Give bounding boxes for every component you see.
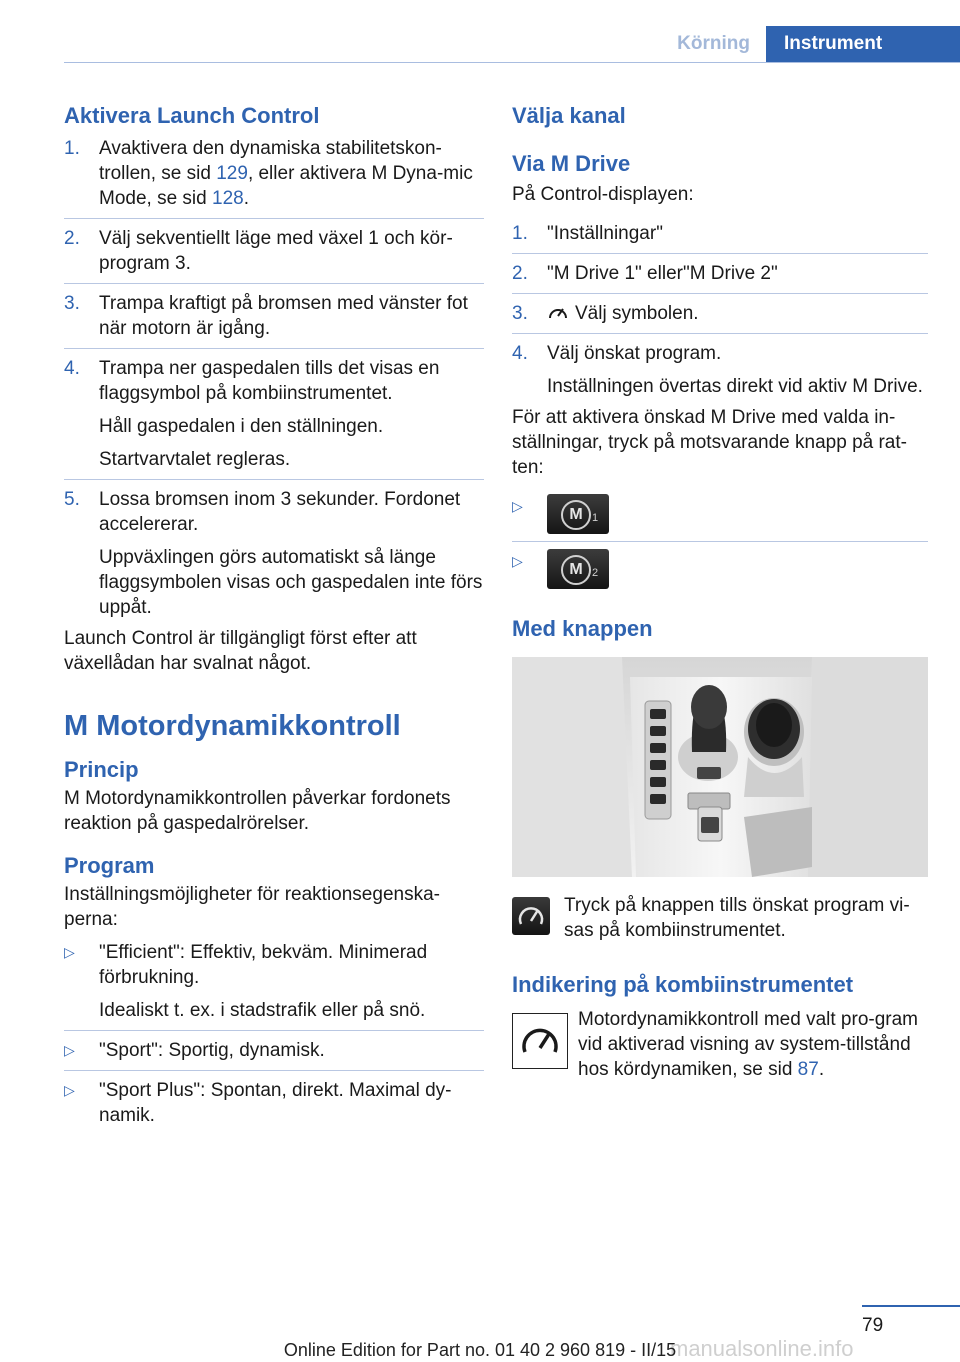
via-m-drive-heading: Via M Drive — [512, 151, 631, 176]
valja-kanal-heading: Välja kanal — [512, 103, 626, 128]
launch-note: Launch Control är tillgängligt först efter att växellådan har svalnat något. — [64, 628, 417, 674]
list-item: 4. Trampa ner gaspedalen tills det visas en flaggsymbol på kombiinstrumentet. Håll gaspedalen i den ställningen. Startvarvtalet regleras. — [64, 358, 440, 470]
list-item — [512, 549, 928, 589]
speedometer-icon — [512, 1013, 568, 1069]
triangle-right-icon: ▷ — [64, 1082, 75, 1098]
triangle-right-icon: ▷ — [512, 498, 523, 514]
indikering-heading: Indikering på kombiinstrumentet — [512, 972, 854, 997]
indikering-row — [512, 1007, 928, 1083]
knappen-row — [512, 893, 928, 943]
left-column — [64, 100, 484, 1128]
list-item: ▷ "Sport": Sportig, dynamisk. — [64, 1040, 325, 1061]
page-link-128[interactable]: 128 — [212, 188, 244, 209]
chapter-tabs — [661, 26, 960, 62]
triangle-right-icon: ▷ — [64, 944, 75, 960]
speedometer-icon — [547, 302, 569, 322]
page-link-87[interactable]: 87 — [797, 1059, 819, 1080]
m2-steering-button: M 2 — [547, 549, 609, 589]
divider — [64, 283, 484, 284]
list-item: ▷ "Sport Plus": Spontan, direkt. Maximal dy-namik. — [64, 1080, 452, 1126]
console-illustration — [512, 657, 928, 877]
control-display-text: På Control-displayen: — [512, 184, 694, 205]
driving-dynamics-button-icon — [512, 897, 550, 935]
list-item: 5. Lossa bromsen inom 3 sekunder. Fordonet accelererar. Uppväxlingen görs automatiskt så länge flaggsymbolen visas och gaspedalen inte förs uppåt. — [64, 489, 483, 618]
divider — [64, 218, 484, 219]
m-motordynamik-heading: M Motordynamikkontroll — [64, 710, 401, 742]
m-drive-icon: M — [561, 500, 591, 530]
indikering-text: Motordynamikkontroll med valt pro-gram vid aktiverad visning av system-tillstånd hos kördynamiken, se sid 87. — [578, 1009, 919, 1080]
triangle-right-icon: ▷ — [64, 1042, 75, 1058]
princip-heading: Princip — [64, 757, 139, 782]
triangle-right-icon: ▷ — [512, 553, 523, 569]
divider — [512, 541, 928, 542]
footer-rule — [862, 1305, 960, 1307]
divider — [64, 479, 484, 480]
activate-m-drive-text: För att aktivera önskad M Drive med valda in-ställningar, tryck på motsvarande knapp på rat-ten: — [512, 407, 907, 478]
divider — [64, 1030, 484, 1031]
program-text: Inställningsmöjligheter för reaktionsegenska-perna: — [64, 884, 440, 930]
list-item — [512, 494, 928, 534]
med-knappen-heading: Med knappen — [512, 616, 653, 641]
center-console-photo — [512, 657, 928, 877]
tab-instrument[interactable]: Instrument — [766, 26, 960, 62]
knappen-text: Tryck på knappen tills önskat program vi-sas på kombiinstrumentet. — [564, 895, 910, 941]
list-item: 2. "M Drive 1" eller"M Drive 2" — [512, 263, 778, 284]
divider — [512, 333, 928, 334]
edition-footer: Online Edition for Part no. 01 40 2 960 819 - II/15 — [283, 1340, 677, 1360]
divider — [512, 293, 928, 294]
list-item: 3. Välj symbolen. — [512, 303, 699, 324]
program-heading: Program — [64, 853, 155, 878]
m1-steering-button: M 1 — [547, 494, 609, 534]
page-link-129[interactable]: 129 — [216, 163, 248, 184]
princip-text: M Motordynamikkontrollen påverkar fordonets reaktion på gaspedalrörelser. — [64, 788, 451, 834]
list-item: 1. "Inställningar" — [512, 223, 663, 244]
divider — [64, 348, 484, 349]
divider — [512, 253, 928, 254]
tab-korning[interactable]: Körning — [677, 33, 750, 54]
list-item: 4. Välj önskat program. Inställningen övertas direkt vid aktiv M Drive. — [512, 343, 923, 397]
list-item: ▷ "Efficient": Effektiv, bekväm. Minimerad förbrukning. Idealiskt t. ex. i stadstrafik eller på snö. — [64, 942, 428, 1021]
watermark: manualsonline.info — [670, 1336, 854, 1361]
m-drive-icon: M — [561, 555, 591, 585]
list-item: 3. Trampa kraftigt på bromsen med vänster fot när motorn är igång. — [64, 293, 468, 339]
launch-control-heading: Aktivera Launch Control — [64, 103, 320, 128]
page-number: 79 — [862, 1315, 884, 1336]
header-rule — [64, 62, 960, 63]
right-column — [512, 100, 928, 1083]
divider — [64, 1070, 484, 1071]
list-item: 2. Välj sekventiellt läge med växel 1 och kör-program 3. — [64, 228, 453, 274]
list-item: 1. Avaktivera den dynamiska stabilitetskon-trollen, se sid 129, eller aktivera M Dyna-mic Mode, se sid 128. — [64, 138, 473, 209]
